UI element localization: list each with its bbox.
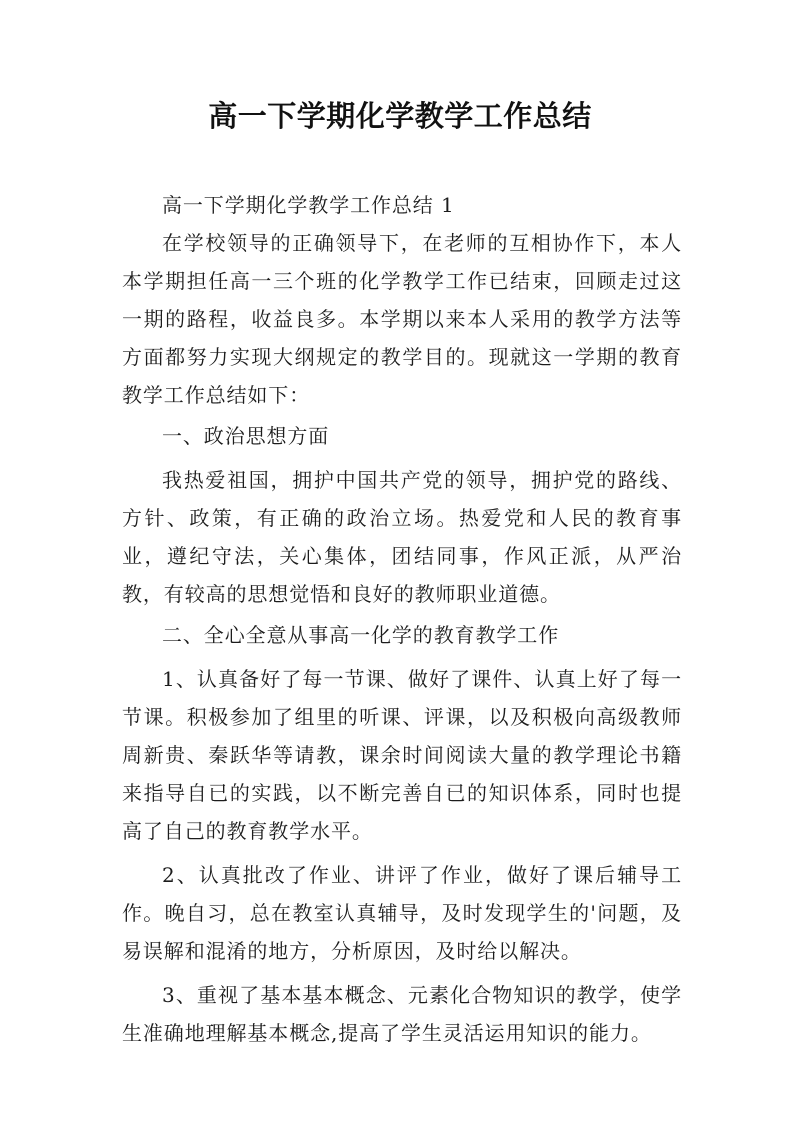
body-paragraph: 2、认真批改了作业、讲评了作业，做好了课后辅导工作。晚自习，总在教室认真辅导，及时发现学生的'问题，及易误解和混淆的地方，分析原因，及时给以解决。 bbox=[122, 863, 682, 963]
body-paragraph: 3、重视了基本基本概念、元素化合物知识的教学，使学生准确地理解基本概念,提高了学生灵活运用知识的能力。 bbox=[122, 983, 682, 1045]
document-title: 高一下学期化学教学工作总结 bbox=[208, 99, 592, 133]
document-body bbox=[122, 186, 682, 1052]
section-heading: 二、全心全意从事高一化学的教育教学工作 bbox=[162, 623, 560, 647]
body-paragraph: 1、认真备好了每一节课、做好了课件、认真上好了每一节课。积极参加了组里的听课、评课，以及积极向高级教师周新贵、秦跃华等请教，课余时间阅读大量的教学理论书籍来指导自已的实践，以不断完善自已的知识体系，同时也提高了自己的教育教学水平。 bbox=[122, 667, 682, 843]
section-heading: 高一下学期化学教学工作总结 1 bbox=[162, 193, 455, 217]
body-paragraph: 我热爱祖国，拥护中国共产党的领导，拥护党的路线、方针、政策，有正确的政治立场。热爱党和人民的教育事业，遵纪守法，关心集体，团结同事，作风正派，从严治教，有较高的思想觉悟和良好的教师职业道德。 bbox=[122, 468, 682, 606]
section-heading: 一、政治思想方面 bbox=[162, 424, 330, 448]
body-paragraph: 在学校领导的正确领导下，在老师的互相协作下，本人本学期担任高一三个班的化学教学工作已结束，回顾走过这一期的路程，收益良多。本学期以来本人采用的教学方法等方面都努力实现大纲规定的教学目的。现就这一学期的教育教学工作总结如下： bbox=[122, 231, 682, 407]
